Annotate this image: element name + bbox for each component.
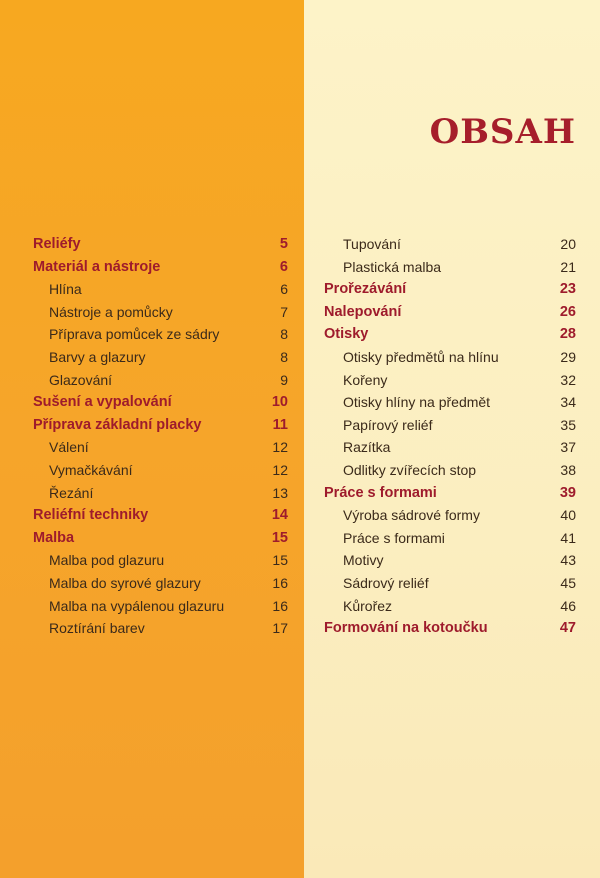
toc-entry-label: Nalepování bbox=[324, 303, 402, 320]
toc-section-entry bbox=[33, 278, 288, 301]
toc-entry-label: Reliéfní techniky bbox=[33, 507, 149, 524]
toc-section-entry bbox=[324, 256, 576, 279]
toc-chapter-entry bbox=[324, 617, 576, 640]
toc-entry-page-number: 38 bbox=[560, 461, 576, 478]
toc-section-entry bbox=[33, 346, 288, 369]
toc-entry-label: Otisky hlíny na předmět bbox=[343, 394, 491, 411]
toc-entry-page-number: 15 bbox=[271, 529, 288, 546]
toc-entry-page-number: 26 bbox=[559, 303, 576, 320]
toc-chapter-entry bbox=[33, 527, 288, 550]
toc-entry-label: Hlína bbox=[49, 281, 82, 298]
toc-entry-label: Vymačkávání bbox=[49, 461, 133, 478]
toc-entry-label: Malba do syrové glazury bbox=[49, 574, 201, 591]
toc-section-entry bbox=[324, 391, 576, 414]
toc-entry-label: Razítka bbox=[343, 439, 391, 456]
toc-section-entry bbox=[33, 323, 288, 346]
toc-entry-page-number: 7 bbox=[280, 303, 288, 320]
toc-entry-label: Glazování bbox=[49, 371, 113, 388]
toc-entry-label: Materiál a nástroje bbox=[33, 258, 161, 275]
toc-section-entry bbox=[33, 572, 288, 595]
toc-section-entry bbox=[324, 549, 576, 572]
toc-entry-label: Sušení a vypalování bbox=[33, 394, 172, 411]
toc-chapter-entry bbox=[324, 301, 576, 324]
toc-chapter-entry bbox=[33, 233, 288, 256]
toc-section-entry bbox=[324, 572, 576, 595]
toc-chapter-entry bbox=[33, 256, 288, 279]
toc-entry-label: Reliéfy bbox=[33, 236, 81, 252]
toc-section-entry bbox=[33, 301, 288, 324]
toc-section-entry bbox=[33, 482, 288, 505]
toc-section-entry bbox=[324, 527, 576, 550]
toc-entry-page-number: 11 bbox=[272, 416, 288, 433]
toc-section-entry bbox=[33, 369, 288, 392]
toc-entry-label: Malba na vypálenou glazuru bbox=[49, 597, 225, 614]
toc-section-entry bbox=[324, 595, 576, 618]
toc-entry-label: Sádrový reliéf bbox=[343, 574, 429, 591]
toc-entry-page-number: 6 bbox=[280, 281, 288, 298]
toc-entry-label: Řezání bbox=[49, 484, 94, 501]
page-title: OBSAH bbox=[429, 112, 576, 152]
toc-entry-label: Válení bbox=[49, 439, 89, 456]
toc-section-entry bbox=[33, 459, 288, 482]
toc-entry-page-number: 5 bbox=[279, 236, 288, 252]
toc-entry-label: Kořeny bbox=[343, 371, 388, 388]
toc-entry-page-number: 39 bbox=[559, 484, 576, 501]
toc-chapter-entry bbox=[33, 504, 288, 527]
toc-chapter-entry bbox=[324, 278, 576, 301]
toc-entry-label: Malba pod glazuru bbox=[49, 552, 165, 569]
toc-entry-page-number: 41 bbox=[560, 529, 576, 546]
toc-entry-page-number: 17 bbox=[272, 620, 288, 637]
toc-section-entry bbox=[33, 595, 288, 618]
toc-entry-page-number: 46 bbox=[560, 597, 576, 614]
toc-chapter-entry bbox=[324, 482, 576, 505]
toc-chapter-entry bbox=[324, 323, 576, 346]
toc-section-entry bbox=[324, 436, 576, 459]
toc-entry-label: Papírový reliéf bbox=[343, 416, 433, 433]
toc-entry-page-number: 14 bbox=[271, 507, 288, 524]
toc-entry-label: Malba bbox=[33, 529, 75, 546]
toc-section-entry bbox=[33, 436, 288, 459]
toc-entry-label: Roztírání barev bbox=[49, 620, 145, 637]
toc-entry-page-number: 12 bbox=[272, 439, 288, 456]
toc-entry-label: Otisky bbox=[324, 326, 369, 343]
toc-entry-label: Odlitky zvířecích stop bbox=[343, 461, 477, 478]
toc-right-column bbox=[324, 233, 576, 640]
toc-entry-page-number: 16 bbox=[272, 597, 288, 614]
toc-entry-page-number: 9 bbox=[280, 371, 288, 388]
toc-chapter-entry bbox=[33, 414, 288, 437]
toc-entry-page-number: 28 bbox=[559, 326, 576, 343]
toc-entry-page-number: 13 bbox=[272, 484, 288, 501]
toc-section-entry bbox=[324, 346, 576, 369]
toc-entry-page-number: 10 bbox=[271, 394, 288, 411]
toc-entry-page-number: 23 bbox=[559, 281, 576, 298]
toc-entry-page-number: 35 bbox=[560, 416, 576, 433]
toc-section-entry bbox=[324, 414, 576, 437]
toc-entry-page-number: 34 bbox=[560, 394, 576, 411]
toc-entry-page-number: 16 bbox=[272, 574, 288, 591]
toc-entry-page-number: 6 bbox=[279, 258, 288, 275]
toc-entry-page-number: 29 bbox=[560, 348, 576, 365]
toc-entry-label: Nástroje a pomůcky bbox=[49, 303, 173, 320]
toc-entry-page-number: 40 bbox=[560, 507, 576, 524]
toc-entry-label: Kůrořez bbox=[343, 597, 393, 614]
toc-entry-label: Tupování bbox=[343, 236, 401, 252]
toc-section-entry bbox=[324, 369, 576, 392]
toc-section-entry bbox=[324, 459, 576, 482]
toc-section-entry bbox=[33, 617, 288, 640]
toc-entry-label: Příprava základní placky bbox=[33, 416, 202, 433]
toc-entry-page-number: 20 bbox=[560, 236, 576, 252]
toc-entry-page-number: 45 bbox=[560, 574, 576, 591]
toc-entry-label: Výroba sádrové formy bbox=[343, 507, 480, 524]
toc-entry-label: Barvy a glazury bbox=[49, 348, 146, 365]
toc-entry-page-number: 15 bbox=[272, 552, 288, 569]
toc-entry-label: Motivy bbox=[343, 552, 384, 569]
toc-entry-page-number: 21 bbox=[560, 258, 576, 275]
toc-entry-page-number: 12 bbox=[272, 461, 288, 478]
toc-entry-label: Práce s formami bbox=[324, 484, 437, 501]
toc-chapter-entry bbox=[33, 391, 288, 414]
toc-entry-label: Plastická malba bbox=[343, 258, 442, 275]
toc-entry-label: Prořezávání bbox=[324, 281, 407, 298]
toc-section-entry bbox=[33, 549, 288, 572]
toc-entry-page-number: 37 bbox=[560, 439, 576, 456]
toc-section-entry bbox=[324, 233, 576, 256]
toc-entry-label: Otisky předmětů na hlínu bbox=[343, 348, 499, 365]
toc-entry-page-number: 32 bbox=[560, 371, 576, 388]
toc-entry-label: Formování na kotoučku bbox=[324, 620, 488, 637]
toc-entry-label: Práce s formami bbox=[343, 529, 445, 546]
toc-section-entry bbox=[324, 504, 576, 527]
toc-left-column bbox=[33, 233, 288, 640]
toc-entry-page-number: 8 bbox=[280, 326, 288, 343]
toc-entry-page-number: 43 bbox=[560, 552, 576, 569]
toc-entry-page-number: 8 bbox=[280, 348, 288, 365]
toc-entry-page-number: 47 bbox=[559, 620, 576, 637]
toc-entry-label: Příprava pomůcek ze sádry bbox=[49, 326, 220, 343]
